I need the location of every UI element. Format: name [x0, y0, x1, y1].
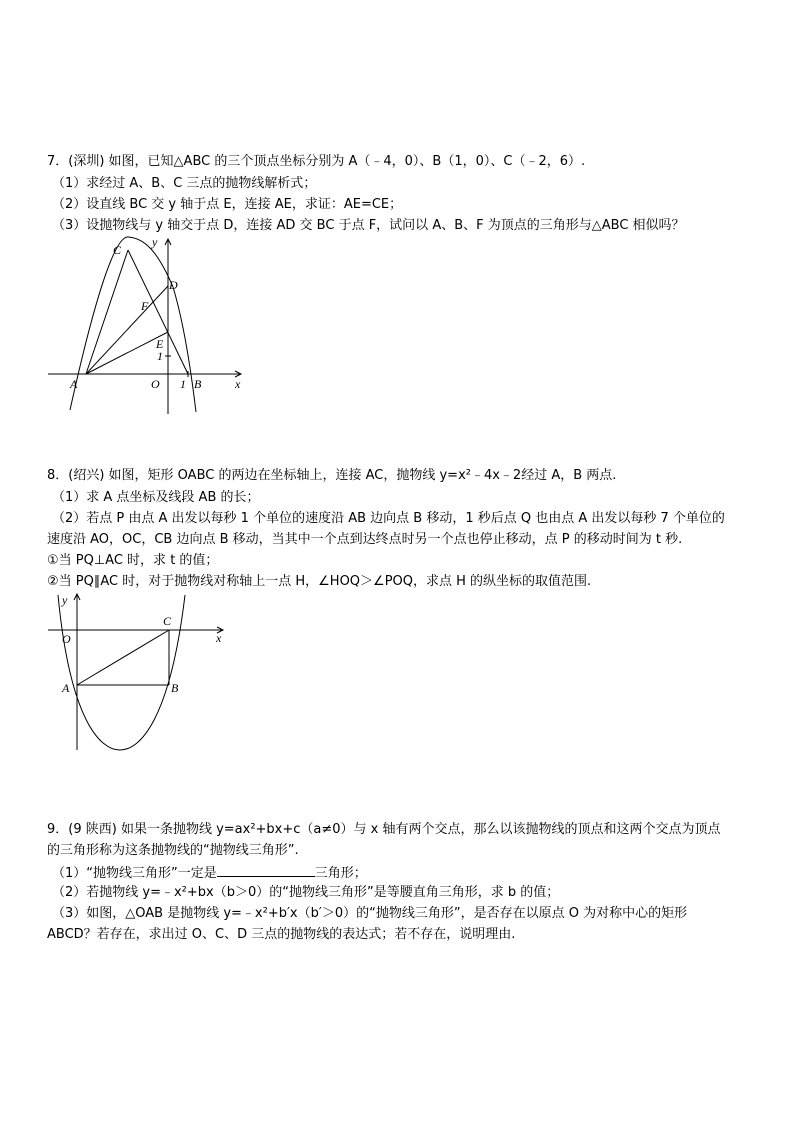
q8-title: 8．(绍兴) 如图，矩形 OABC 的两边在坐标轴上，连接 AC，抛物线 y=x²﹣4x﹣2经过 A，B 两点.: [47, 468, 617, 483]
q7-label-F: F: [141, 299, 149, 313]
q8-label-y: y: [62, 593, 68, 607]
q7-label-B: B: [194, 377, 202, 391]
q9-part1-suffix: 三角形；: [314, 866, 367, 881]
q8-label-C: C: [163, 614, 172, 628]
q7-part1: （1）求经过 A、B、C 三点的抛物线解析式；: [52, 176, 317, 191]
q7-label-C: C: [113, 243, 122, 257]
q8-part2-line2: 速度沿 AO，OC，CB 边向点 B 移动，当其中一个点到达终点时另一个点也停止移动，点 P 的移动时间为 t 秒.: [47, 532, 683, 547]
q8-subpart2: ②当 PQ∥AC 时，对于抛物线对称轴上一点 H，∠HOQ＞∠POQ，求点 H 的纵坐标的取值范围.: [47, 574, 592, 589]
q7-parabola: [70, 237, 196, 412]
q7-part2: （2）设直线 BC 交 y 轴于点 E，连接 AE，求证：AE=CE；: [52, 197, 403, 212]
q8-subpart1: ①当 PQ⊥AC 时，求 t 的值；: [47, 553, 219, 568]
q7-label-D: D: [169, 278, 178, 292]
q7-label-x: x: [235, 377, 241, 391]
q7-label-1-x: 1: [180, 377, 186, 391]
q9-line1: 9．(9 陕西) 如果一条抛物线 y=ax²+bx+c（a≠0）与 x 轴有两个交点，那么以该抛物线的顶点和这两个交点为顶点: [47, 822, 721, 837]
q8-segment-AC: [77, 630, 169, 685]
q9-answer-blank[interactable]: [217, 864, 315, 877]
q7-title: 7．(深圳) 如图，已知△ABC 的三个顶点坐标分别为 A（﹣4，0）、B（1，0）、C（﹣2，6）.: [47, 154, 586, 169]
q8-label-A: A: [62, 681, 70, 695]
q7-label-y: y: [152, 235, 158, 249]
q7-figure: [40, 232, 250, 422]
q9-part1-prefix: （1）“抛物线三角形”一定是: [52, 866, 217, 881]
q9-part1: [52, 864, 367, 882]
q8-label-x: x: [216, 631, 222, 645]
q9-line2: 的三角形称为这条抛物线的“抛物线三角形”.: [47, 843, 299, 858]
q7-label-O: O: [151, 377, 160, 391]
q7-label-1-y: 1: [157, 349, 163, 363]
q8-label-O: O: [62, 632, 71, 646]
q7-segment-AD: [86, 286, 168, 374]
q7-part3: （3）设抛物线与 y 轴交于点 D，连接 AD 交 BC 于点 F，试问以 A、B、F 为顶点的三角形与△ABC 相似吗？: [52, 218, 685, 233]
q9-part2: （2）若抛物线 y=﹣x²+bx（b＞0）的“抛物线三角形”是等腰直角三角形，求 b 的值；: [52, 885, 560, 900]
q9-part3-line2: ABCD？若存在，求出过 O、C、D 三点的抛物线的表达式；若不存在，说明理由.: [47, 927, 516, 942]
q8-label-B: B: [171, 681, 179, 695]
q7-label-E: E: [156, 337, 164, 351]
q8-part2-line1: （2）若点 P 由点 A 出发以每秒 1 个单位的速度沿 AB 边向点 B 移动，1 秒后点 Q 也由点 A 出发以每秒 7 个单位的: [52, 511, 725, 526]
q9-part3-line1: （3）如图，△OAB 是抛物线 y=﹣x²+b′x（b′＞0）的“抛物线三角形”，是否存在以原点 O 为对称中心的矩形: [52, 906, 688, 921]
q7-label-A: A: [70, 377, 78, 391]
q8-part1: （1）求 A 点坐标及线段 AB 的长；: [52, 490, 260, 505]
q8-figure: [40, 590, 240, 755]
